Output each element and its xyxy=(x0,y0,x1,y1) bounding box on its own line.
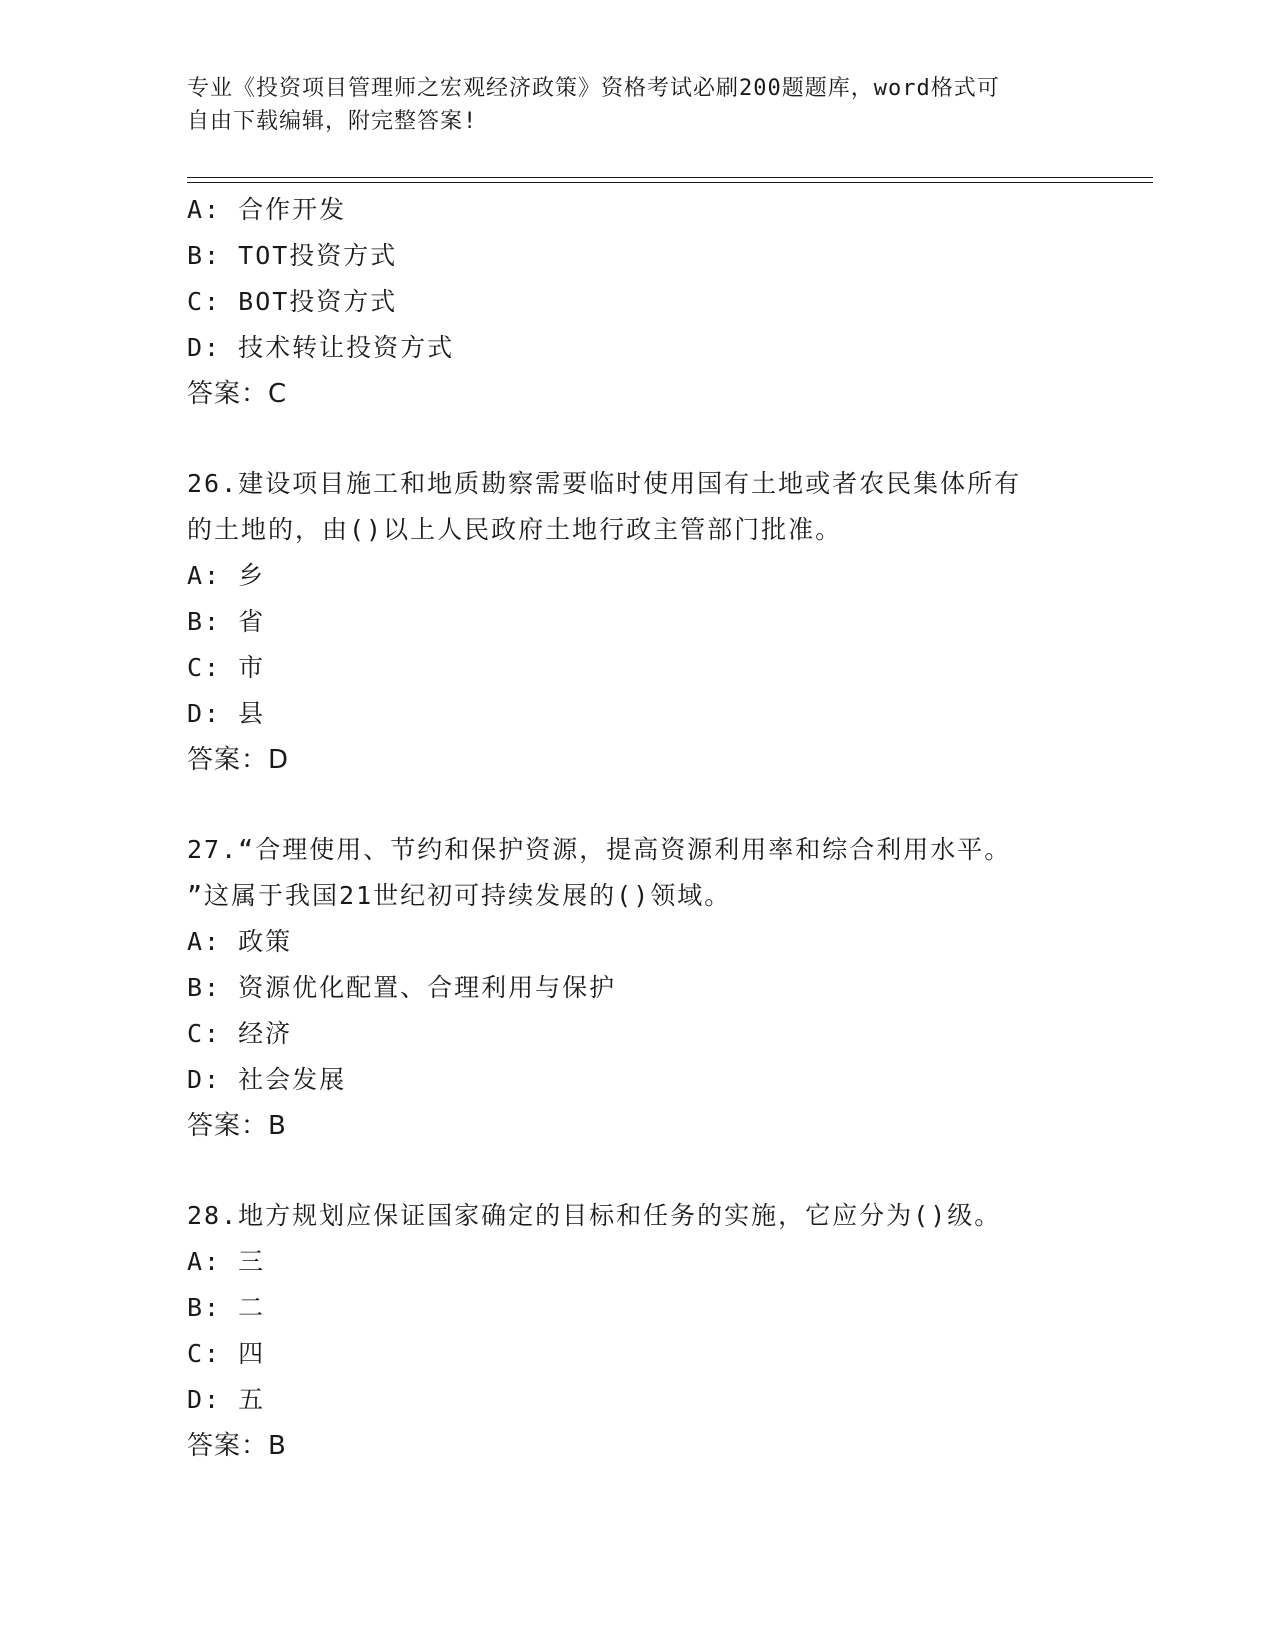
header-divider-bottom xyxy=(187,182,1153,183)
header-line-1: 专业《投资项目管理师之宏观经济政策》资格考试必刷200题题库，word格式可 xyxy=(187,76,1000,101)
answer: 答案：C xyxy=(187,379,288,409)
question-stem-line-1: 27.“合理使用、节约和保护资源，提高资源利用率和综合利用水平。 xyxy=(187,835,1012,864)
option-d: D: 五 xyxy=(187,1385,266,1414)
question-stem-line-2: ”这属于我国21世纪初可持续发展的()领域。 xyxy=(187,881,732,910)
option-d: D: 县 xyxy=(187,699,266,728)
question-27 xyxy=(187,827,1153,1149)
option-d: D: 社会发展 xyxy=(187,1065,347,1094)
question-spacer xyxy=(187,783,1153,827)
question-stem-line-1: 28.地方规划应保证国家确定的目标和任务的实施，它应分为()级。 xyxy=(187,1201,1002,1230)
option-c: C: BOT投资方式 xyxy=(187,287,398,316)
answer: 答案：B xyxy=(187,1111,287,1141)
question-stem-line-2: 的土地的，由()以上人民政府土地行政主管部门批准。 xyxy=(187,515,843,544)
option-a: A: 合作开发 xyxy=(187,195,347,224)
answer: 答案：D xyxy=(187,745,290,775)
question-spacer xyxy=(187,417,1153,461)
question-28 xyxy=(187,1193,1153,1469)
option-a: A: 政策 xyxy=(187,927,293,956)
option-b: B: 资源优化配置、合理利用与保护 xyxy=(187,973,617,1002)
question-stem-line-1: 26.建设项目施工和地质勘察需要临时使用国有土地或者农民集体所有 xyxy=(187,469,1022,498)
header-line-2: 自由下载编辑，附完整答案! xyxy=(187,109,478,134)
question-list xyxy=(187,187,1153,1469)
answer: 答案：B xyxy=(187,1431,287,1461)
option-b: B: 省 xyxy=(187,607,266,636)
question-25 xyxy=(187,187,1153,417)
option-d: D: 技术转让投资方式 xyxy=(187,333,455,362)
question-spacer xyxy=(187,1149,1153,1193)
option-c: C: 经济 xyxy=(187,1019,293,1048)
question-26 xyxy=(187,461,1153,783)
option-a: A: 三 xyxy=(187,1247,266,1276)
header-divider-top xyxy=(187,177,1153,178)
option-a: A: 乡 xyxy=(187,561,266,590)
option-b: B: 二 xyxy=(187,1293,266,1322)
document-header xyxy=(187,72,1087,138)
option-b: B: TOT投资方式 xyxy=(187,241,398,270)
option-c: C: 市 xyxy=(187,653,266,682)
option-c: C: 四 xyxy=(187,1339,266,1368)
